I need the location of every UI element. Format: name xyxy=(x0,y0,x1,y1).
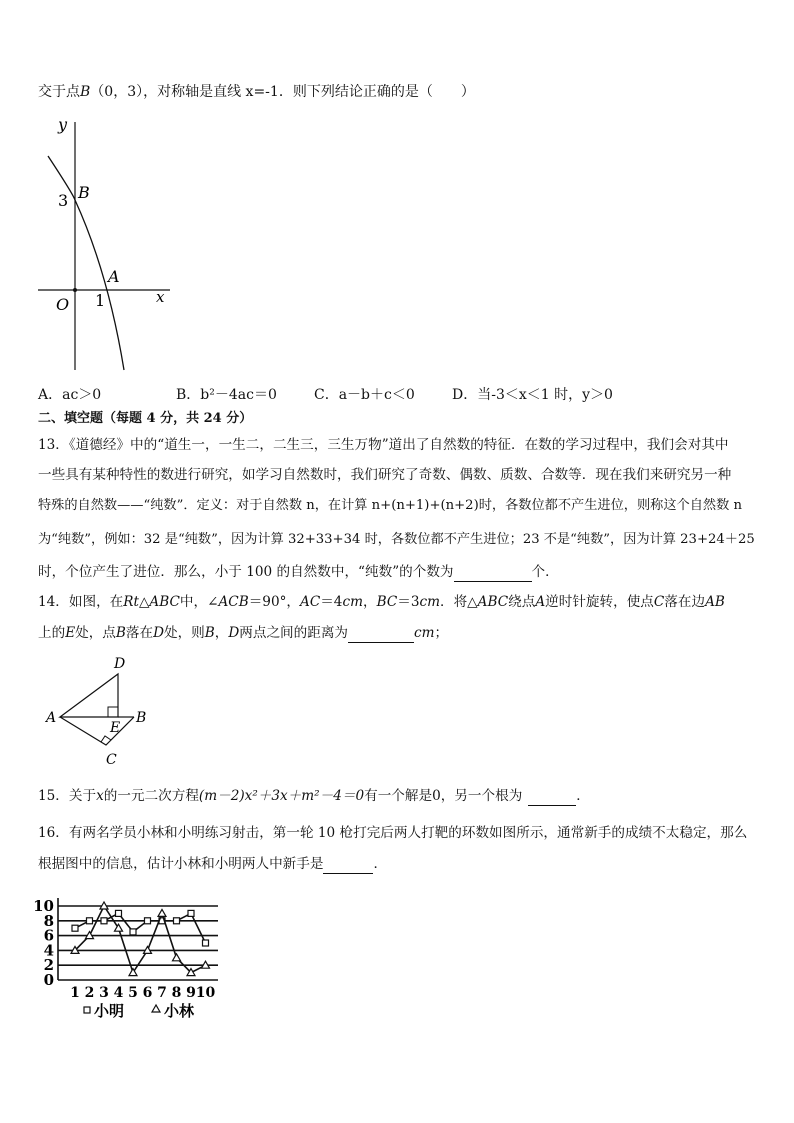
text: 落在 xyxy=(125,625,154,641)
parabola-graph xyxy=(38,112,178,374)
y-axis-label: y xyxy=(58,115,68,134)
q16-line2 xyxy=(38,854,387,874)
text: 15．关于 xyxy=(38,788,97,804)
text: B xyxy=(115,625,126,641)
text: ， xyxy=(362,594,377,610)
text: 有一个解是 xyxy=(364,788,433,804)
text: cm xyxy=(342,594,363,610)
text: 上的 xyxy=(38,625,66,641)
text: 逆时针旋转，使点 xyxy=(545,594,654,610)
text: D xyxy=(228,625,240,641)
data-point-square xyxy=(101,918,107,924)
data-point-triangle xyxy=(173,954,181,961)
legend-square-marker xyxy=(84,1007,90,1013)
x-axis-label: x xyxy=(156,288,165,306)
origin-dot xyxy=(73,288,77,292)
text: C xyxy=(653,594,665,610)
text: AC xyxy=(300,594,321,610)
q13-line5 xyxy=(38,562,559,582)
legend-triangle-marker xyxy=(152,1005,160,1012)
q13-line5-text: 时，个位产生了进位．那么，小于 100 的自然数中，“纯数”的个数为 xyxy=(38,564,454,580)
text: ＝3 xyxy=(397,594,420,610)
x-tick-label: 5 xyxy=(128,985,138,1001)
x-tick-label: 3 xyxy=(99,985,109,1001)
triangle-acb xyxy=(60,717,134,745)
text: 两点之间的距离为 xyxy=(239,625,349,641)
tick-1-label: 1 xyxy=(95,291,106,310)
text: ； xyxy=(434,625,449,641)
q14-line2 xyxy=(38,623,448,643)
text: 落在边 xyxy=(664,594,706,610)
series-line-square xyxy=(75,913,206,943)
answer-blank[interactable] xyxy=(323,859,373,874)
text: Rt△ABC xyxy=(123,594,180,610)
point-d: D xyxy=(114,656,126,672)
text: x xyxy=(96,788,104,804)
text: 中，∠ xyxy=(179,594,219,610)
q15-line xyxy=(38,786,590,806)
x-tick-label: 4 xyxy=(113,985,124,1001)
option-d: D．当-3＜x＜1 时，y＞0 xyxy=(452,387,613,403)
x-tick-label: 8 xyxy=(171,985,182,1001)
y-tick-label: 8 xyxy=(43,911,54,930)
text: ．将△ xyxy=(440,594,478,610)
q13-line4: 为“纯数”，例如：32 是“纯数”，因为计算 32+33+34 时，各数位都不产生进位；23 不是“纯数”，因为计算 23+24＋25 xyxy=(38,532,755,547)
text: ACB xyxy=(218,594,249,610)
q13-line3: 特殊的自然数——“纯数”．定义：对于自然数 n，在计算 n+(n+1)+(n+2)时，各数位都不产生进位，则称这个自然数 n xyxy=(38,498,742,513)
tick-3-label: 3 xyxy=(58,191,69,210)
point-c: C xyxy=(106,752,117,768)
point-a: A xyxy=(46,710,57,726)
text: ABC xyxy=(477,594,509,610)
legend-label: 小明 xyxy=(94,1002,125,1020)
legend-label: 小林 xyxy=(164,1002,195,1020)
text: AB xyxy=(705,594,725,610)
text: 根据图中的信息，估计小林和小明两人中新手是 xyxy=(38,856,324,872)
text: B xyxy=(204,625,215,641)
answer-blank[interactable] xyxy=(348,628,414,643)
point-b: B xyxy=(136,710,147,726)
point-b-label: B xyxy=(80,84,91,100)
answer-blank[interactable] xyxy=(528,791,576,806)
q14-line1 xyxy=(38,592,725,612)
q16-line1: 16．有两名学员小林和小明练习射击，第一轮 10 枪打完后两人打靶的环数如图所示，通常新手的成绩不太稳定，那么 xyxy=(38,825,748,841)
text: 处，则 xyxy=(164,625,205,641)
option-a: A．ac＞0 xyxy=(38,387,102,403)
equation: (m－2)x²＋3x＋m²－4＝0 xyxy=(198,788,365,804)
option-b: B．b²－4ac＝0 xyxy=(176,387,277,403)
x-tick-label: 10 xyxy=(195,985,216,1001)
text: ． xyxy=(373,856,388,872)
origin-label: O xyxy=(56,295,70,314)
q12-stem-part: 交于点 xyxy=(38,84,80,100)
text: 14．如图，在 xyxy=(38,594,124,610)
text: ， xyxy=(214,625,229,641)
data-point-square xyxy=(145,918,151,924)
x-tick-label: 2 xyxy=(84,985,95,1001)
shooting-scores-chart xyxy=(30,890,240,1030)
text: ＝90°， xyxy=(248,594,300,610)
option-c: C．a－b＋c＜0 xyxy=(314,387,415,403)
data-point-square xyxy=(188,910,194,916)
data-point-square xyxy=(87,918,93,924)
q13-line2: 一些具有某种特性的数进行研究，如学习自然数时，我们研究了奇数、偶数、质数、合数等．现在我们来研究另一种 xyxy=(38,467,732,483)
q12-stem xyxy=(38,82,475,102)
text: ． xyxy=(576,788,590,804)
text: 0 xyxy=(432,788,441,804)
y-tick-label: 0 xyxy=(43,971,54,989)
text: cm xyxy=(419,594,440,610)
text: 处，点 xyxy=(75,625,116,641)
text: E xyxy=(65,625,76,641)
x-tick-label: 6 xyxy=(142,985,153,1001)
y-tick-label: 10 xyxy=(33,897,54,915)
point-e: E xyxy=(110,720,121,736)
data-point-square xyxy=(72,925,78,931)
text: A xyxy=(535,594,546,610)
text: ＝4 xyxy=(320,594,343,610)
x-tick-label: 9 xyxy=(186,985,196,1001)
right-angle-e xyxy=(108,707,118,717)
text: BC xyxy=(376,594,398,610)
point-b: B xyxy=(78,183,90,202)
data-point-square xyxy=(116,910,122,916)
x-tick-label: 7 xyxy=(157,985,167,1001)
q13-line5-end: 个． xyxy=(531,564,559,580)
q12-stem-part: （0，3），对称轴是直线 x=-1．则下列结论正确的是（ ） xyxy=(90,84,475,100)
point-a: A xyxy=(108,267,120,286)
text: D xyxy=(153,625,164,641)
q13-line1: 13．《道德经》中的“道生一，一生二，二生三，三生万物”道出了自然数的特征．在数的学习过程中，我们会对其中 xyxy=(38,437,729,453)
text: cm xyxy=(414,625,435,641)
text: 的一元二次方程 xyxy=(103,788,199,804)
data-point-square xyxy=(203,940,209,946)
section-title: 二、填空题（每题 4 分，共 24 分） xyxy=(38,411,253,426)
y-tick-label: 2 xyxy=(43,956,54,975)
y-tick-label: 6 xyxy=(43,926,54,945)
data-point-square xyxy=(130,929,136,935)
x-tick-label: 1 xyxy=(70,985,80,1001)
data-point-triangle xyxy=(158,909,166,916)
text: 绕点 xyxy=(508,594,536,610)
y-tick-label: 4 xyxy=(43,941,54,960)
data-point-square xyxy=(174,918,180,924)
answer-blank[interactable] xyxy=(454,567,532,582)
triangle-figure xyxy=(40,652,160,770)
triangle-ade xyxy=(60,674,118,717)
text: ，另一个根为 xyxy=(440,788,523,804)
